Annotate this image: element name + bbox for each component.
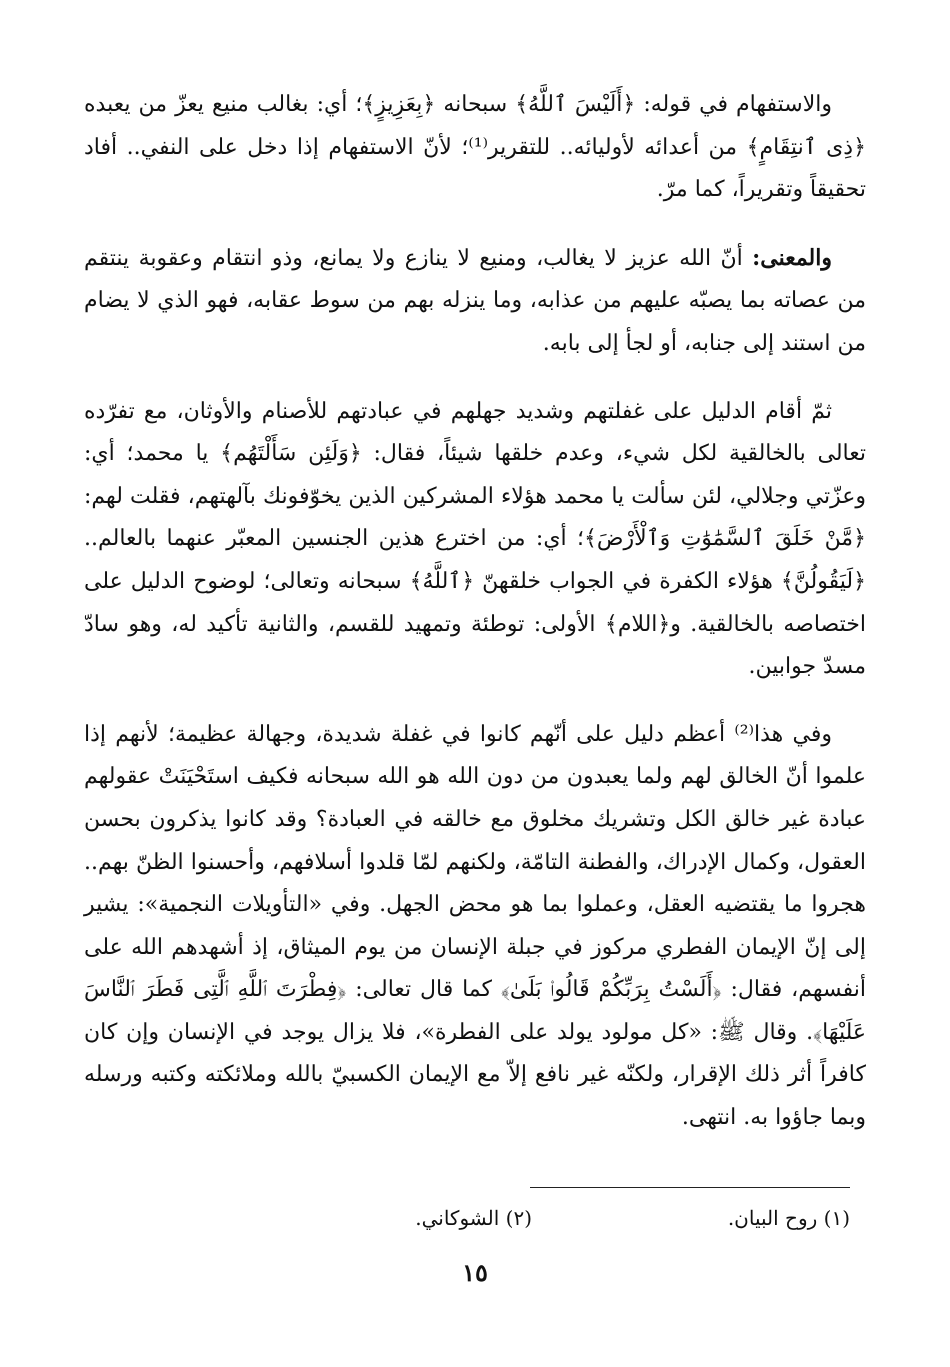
paragraph-3 [84,391,866,689]
paragraph-2-text: أنّ الله عزيز لا يغالب، ومنيع لا ينازع ولا يمانع، وذو انتقام وعقوبة ينتقم من عصاته بما يصبّه عليهم من عذابه، وما ينزله بهم من سوط عقابه، فهو الذي لا يضام من استند إلى جنابه، أو لجأ إلى بابه. [84,245,866,356]
footnote-1: (١) روح البيان. [727,1206,850,1230]
paragraph-2 [84,237,866,366]
paragraph-4 [84,714,866,1140]
paragraph-2-lead: والمعنى: [752,244,832,271]
footnote-2: (٢) الشوكاني. [415,1206,532,1230]
paragraph-1 [84,84,866,212]
page-body [84,84,866,1165]
page-number: ١٥ [462,1258,488,1287]
paragraph-4-text: وفي هذا⁽²⁾ أعظم دليل على أنّهم كانوا في غفلة شديدة، وجهالة عظيمة؛ لأنهم إذا علموا أنّ الخالق لهم ولما يعبدون من دون الله هو الله سبحانه فكيف استَحْيَنَتْ عقولهم عبادة غير خالق الكل وتشريك مخلوق مع خالقه في العبادة؟ وقد كانوا يذكرون بحسن العقول، وكمال الإدراك، والفطنة التامّة، ولكنهم لمّا قلدوا أسلافهم، وأحسنوا الظنّ بهم.. هجروا ما يقتضيه العقل، وعملوا بما هو محض الجهل. وفي «التأويلات النجمية»: يشير إلى إنّ الإيمان الفطري مركوز في جبلة الإنسان من يوم الميثاق، إذ أشهدهم الله على أنفسهم، فقال: ﴿أَلَسْتُ بِرَبِّكُمْ قَالُوا۟ بَلَىٰ﴾ كما قال تعالى: ﴿فِطْرَتَ ٱللَّهِ ٱلَّتِى فَطَرَ ٱلنَّاسَ عَلَيْهَا﴾. وقال ﷺ: «كل مولود يولد على الفطرة»، فلا يزال يوجد في الإنسان وإن كان كافراً أثر ذلك الإقرار، ولكنّه غير نافع إلاّ مع الإيمان الكسبيّ بالله وملائكته وكتبه ورسله وبما جاؤوا به. انتهى. [84,721,866,1131]
footnote-divider [530,1187,850,1188]
paragraph-3-text: ثمّ أقام الدليل على غفلتهم وشديد جهلهم في عبادتهم للأصنام والأوثان، مع تفرّده تعالى بالخالقية لكل شيء، وعدم خلقها شيئاً، فقال: ﴿وَلَئِن سَأَلْتَهُم﴾ يا محمد؛ أي: وعزّتي وجلالي، لئن سألت يا محمد هؤلاء المشركين الذين يخوّفونك بآلهتهم، فقلت لهم: ﴿مَّنْ خَلَقَ ٱلسَّمَٰوَٰتِ وَٱلْأَرْضَ﴾؛ أي: من اخترع هذين الجنسين المعبّر عنهما بالعالم.. ﴿لَيَقُولُنَّ﴾ هؤلاء الكفرة في الجواب خلقهنّ ﴿ٱللَّهُ﴾ سبحانه وتعالى؛ لوضوح الدليل على اختصاصه بالخالقية. و﴿اللام﴾ الأولى: توطئة وتمهيد للقسم، والثانية تأكيد له، وهو سادّ مسدّ جوابين. [84,398,866,680]
paragraph-1-text: والاستفهام في قوله: ﴿أَلَيْسَ ٱللَّهُ﴾ سبحانه ﴿بِعَزِيزٍ﴾؛ أي: بغالب منيع يعزّ من يعبده ﴿ذِى ٱنتِقَامٍ﴾ من أعدائه لأوليائه.. للتقرير⁽¹⁾؛ لأنّ الاستفهام إذا دخل على النفي.. أفاد تحقيقاً وتقريراً، كما مرّ. [84,92,866,203]
